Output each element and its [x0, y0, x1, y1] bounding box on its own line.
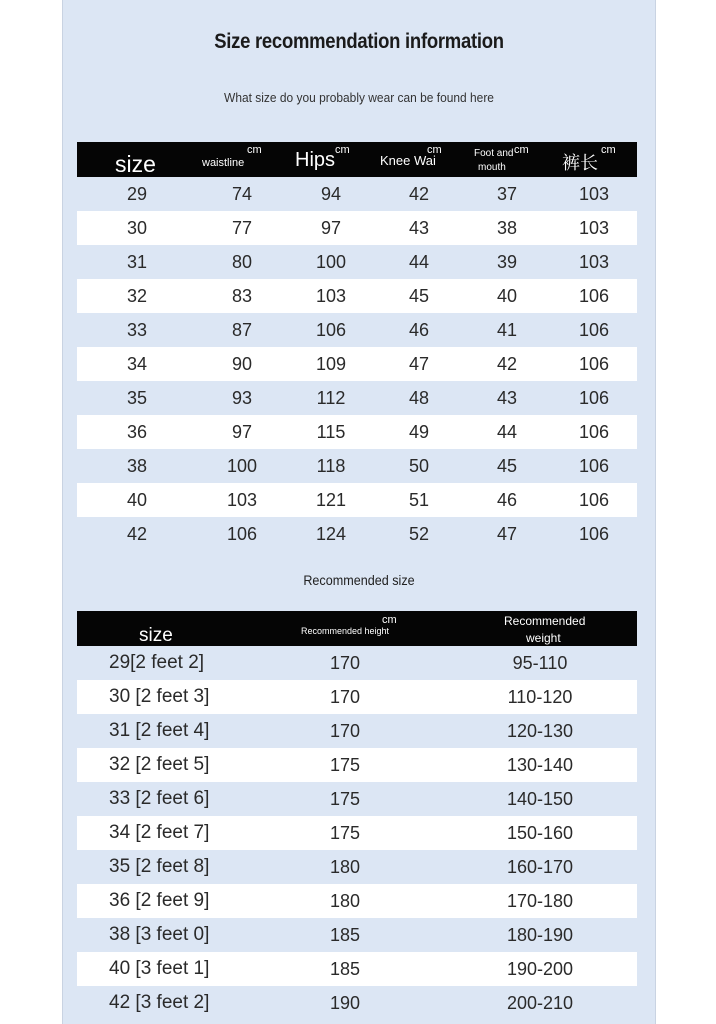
table-row: [77, 952, 637, 986]
header-knee: Knee Wai: [380, 153, 436, 168]
table-row: [77, 918, 637, 952]
table-row: [77, 748, 637, 782]
cell-rec-weight: 160-170: [506, 856, 574, 877]
cell-knee: 48: [408, 387, 430, 408]
cell-rec-weight: 170-180: [506, 890, 574, 911]
cell-size: 30: [126, 217, 148, 238]
cell-rec-size: 34 [2 feet 7]: [109, 822, 210, 843]
table-row: [77, 381, 637, 415]
cell-hips: 94: [320, 183, 342, 204]
header-rec-height-unit: cm: [382, 614, 397, 626]
cell-hips: 103: [315, 285, 347, 306]
cell-knee: 47: [408, 353, 430, 374]
cell-rec-height: 175: [329, 822, 361, 843]
header-hips-unit: cm: [335, 144, 350, 156]
cell-rec-size: 32 [2 feet 5]: [109, 754, 210, 775]
table-row: [77, 782, 637, 816]
table-row: [77, 449, 637, 483]
cell-waistline: 90: [231, 353, 253, 374]
table-row: [77, 680, 637, 714]
cell-rec-size: 30 [2 feet 3]: [109, 686, 210, 707]
cell-rec-weight: 120-130: [506, 720, 574, 741]
cell-rec-size: 29[2 feet 2]: [109, 652, 205, 673]
cell-waistline: 97: [231, 421, 253, 442]
cell-rec-height: 170: [329, 686, 361, 707]
cell-waistline: 93: [231, 387, 253, 408]
cell-hips: 106: [315, 319, 347, 340]
cell-waistline: 106: [226, 523, 258, 544]
cell-length: 106: [578, 421, 610, 442]
recommended-table: [77, 611, 637, 1020]
table-row: [77, 313, 637, 347]
cell-hips: 115: [316, 421, 346, 442]
cell-rec-height: 180: [329, 890, 361, 911]
table-row: [77, 245, 637, 279]
cell-foot: 43: [496, 387, 518, 408]
cell-knee: 45: [408, 285, 430, 306]
cell-rec-weight: 130-140: [506, 754, 574, 775]
cell-size: 34: [126, 353, 148, 374]
cell-length: 106: [578, 455, 610, 476]
page-title: Size recommendation information: [214, 30, 504, 53]
cell-knee: 44: [408, 251, 430, 272]
header-rec-height: Recommended height: [301, 626, 390, 636]
cell-size: 38: [126, 455, 148, 476]
cell-knee: 42: [408, 183, 430, 204]
cell-size: 35: [126, 387, 148, 408]
cell-knee: 52: [408, 523, 430, 544]
table-row: [77, 850, 637, 884]
cell-rec-height: 170: [329, 720, 361, 741]
cell-rec-weight: 200-210: [506, 992, 574, 1013]
cell-foot: 45: [496, 455, 518, 476]
cell-rec-weight: 190-200: [506, 958, 574, 979]
cell-hips: 121: [315, 489, 347, 510]
cell-size: 40: [126, 489, 148, 510]
cell-knee: 49: [408, 421, 430, 442]
cell-length: 106: [578, 353, 610, 374]
table-row: [77, 714, 637, 748]
cell-rec-weight: 110-120: [507, 686, 573, 707]
header-length: 裤长: [562, 153, 598, 173]
cell-length: 103: [578, 251, 610, 272]
cell-foot: 47: [496, 523, 518, 544]
size-table-header: [77, 142, 637, 177]
cell-rec-height: 180: [329, 856, 361, 877]
cell-rec-size: 40 [3 feet 1]: [109, 958, 210, 979]
cell-rec-size: 38 [3 feet 0]: [109, 924, 210, 945]
header-foot: Foot and: [474, 148, 514, 159]
header-foot-unit: cm: [514, 144, 529, 156]
header-rec-size: size: [139, 625, 173, 646]
table-row: [77, 347, 637, 381]
cell-hips: 109: [315, 353, 347, 374]
cell-rec-size: 36 [2 feet 9]: [109, 890, 210, 911]
table-row: [77, 884, 637, 918]
cell-knee: 46: [408, 319, 430, 340]
table-row: [77, 517, 637, 551]
cell-rec-height: 175: [329, 788, 361, 809]
table-row: [77, 483, 637, 517]
cell-hips: 100: [315, 251, 347, 272]
cell-rec-height: 190: [329, 992, 361, 1013]
cell-waistline: 74: [231, 183, 253, 204]
cell-waistline: 103: [226, 489, 258, 510]
header-waistline-unit: cm: [247, 144, 262, 156]
cell-size: 36: [126, 421, 148, 442]
cell-hips: 118: [316, 455, 346, 476]
cell-rec-height: 185: [329, 924, 361, 945]
cell-waistline: 83: [231, 285, 253, 306]
cell-rec-weight: 95-110: [512, 652, 568, 673]
cell-length: 106: [578, 489, 610, 510]
cell-foot: 38: [496, 217, 518, 238]
table-row: [77, 646, 637, 680]
header-length-unit: cm: [601, 144, 616, 156]
cell-length: 106: [578, 387, 610, 408]
cell-waistline: 77: [231, 217, 253, 238]
table-row: [77, 986, 637, 1020]
cell-size: 29: [126, 183, 148, 204]
cell-hips: 97: [320, 217, 342, 238]
cell-length: 106: [578, 285, 610, 306]
cell-length: 103: [578, 183, 610, 204]
table-row: [77, 279, 637, 313]
cell-size: 31: [126, 251, 148, 272]
cell-rec-height: 170: [329, 652, 361, 673]
recommended-size-label: Recommended size: [303, 572, 415, 588]
cell-rec-size: 31 [2 feet 4]: [109, 720, 210, 741]
cell-rec-height: 175: [329, 754, 361, 775]
header-size: size: [115, 151, 156, 177]
cell-foot: 40: [496, 285, 518, 306]
cell-rec-size: 42 [3 feet 2]: [109, 992, 210, 1013]
cell-rec-weight: 180-190: [506, 924, 574, 945]
header-knee-unit: cm: [427, 144, 442, 156]
cell-waistline: 87: [231, 319, 253, 340]
header-rec-weight: Recommended: [504, 614, 586, 628]
cell-foot: 39: [496, 251, 518, 272]
cell-length: 106: [578, 319, 610, 340]
cell-waistline: 80: [231, 251, 253, 272]
cell-foot: 46: [496, 489, 518, 510]
cell-rec-height: 185: [329, 958, 361, 979]
recommended-table-header: [77, 611, 637, 646]
cell-foot: 37: [496, 183, 518, 204]
cell-knee: 51: [408, 489, 430, 510]
cell-waistline: 100: [226, 455, 258, 476]
cell-rec-size: 35 [2 feet 8]: [109, 856, 210, 877]
table-row: [77, 211, 637, 245]
cell-size: 42: [126, 523, 148, 544]
cell-knee: 50: [408, 455, 430, 476]
cell-length: 103: [578, 217, 610, 238]
header-waistline: waistline: [202, 157, 245, 169]
size-table: [77, 142, 637, 551]
page-subtitle: What size do you probably wear can be found here: [224, 90, 494, 105]
cell-rec-weight: 150-160: [506, 822, 574, 843]
cell-rec-weight: 140-150: [506, 788, 574, 809]
cell-foot: 41: [496, 319, 518, 340]
cell-size: 33: [126, 319, 148, 340]
header-foot-line2: mouth: [478, 162, 506, 173]
header-hips: Hips: [295, 149, 336, 171]
cell-hips: 124: [315, 523, 347, 544]
table-row: [77, 816, 637, 850]
cell-rec-size: 33 [2 feet 6]: [109, 788, 210, 809]
table-row: [77, 415, 637, 449]
cell-foot: 44: [496, 421, 518, 442]
cell-hips: 112: [316, 387, 346, 408]
cell-length: 106: [578, 523, 610, 544]
cell-foot: 42: [496, 353, 518, 374]
cell-size: 32: [126, 285, 148, 306]
header-rec-weight-line2: weight: [526, 631, 561, 645]
table-row: [77, 177, 637, 211]
cell-knee: 43: [408, 217, 430, 238]
